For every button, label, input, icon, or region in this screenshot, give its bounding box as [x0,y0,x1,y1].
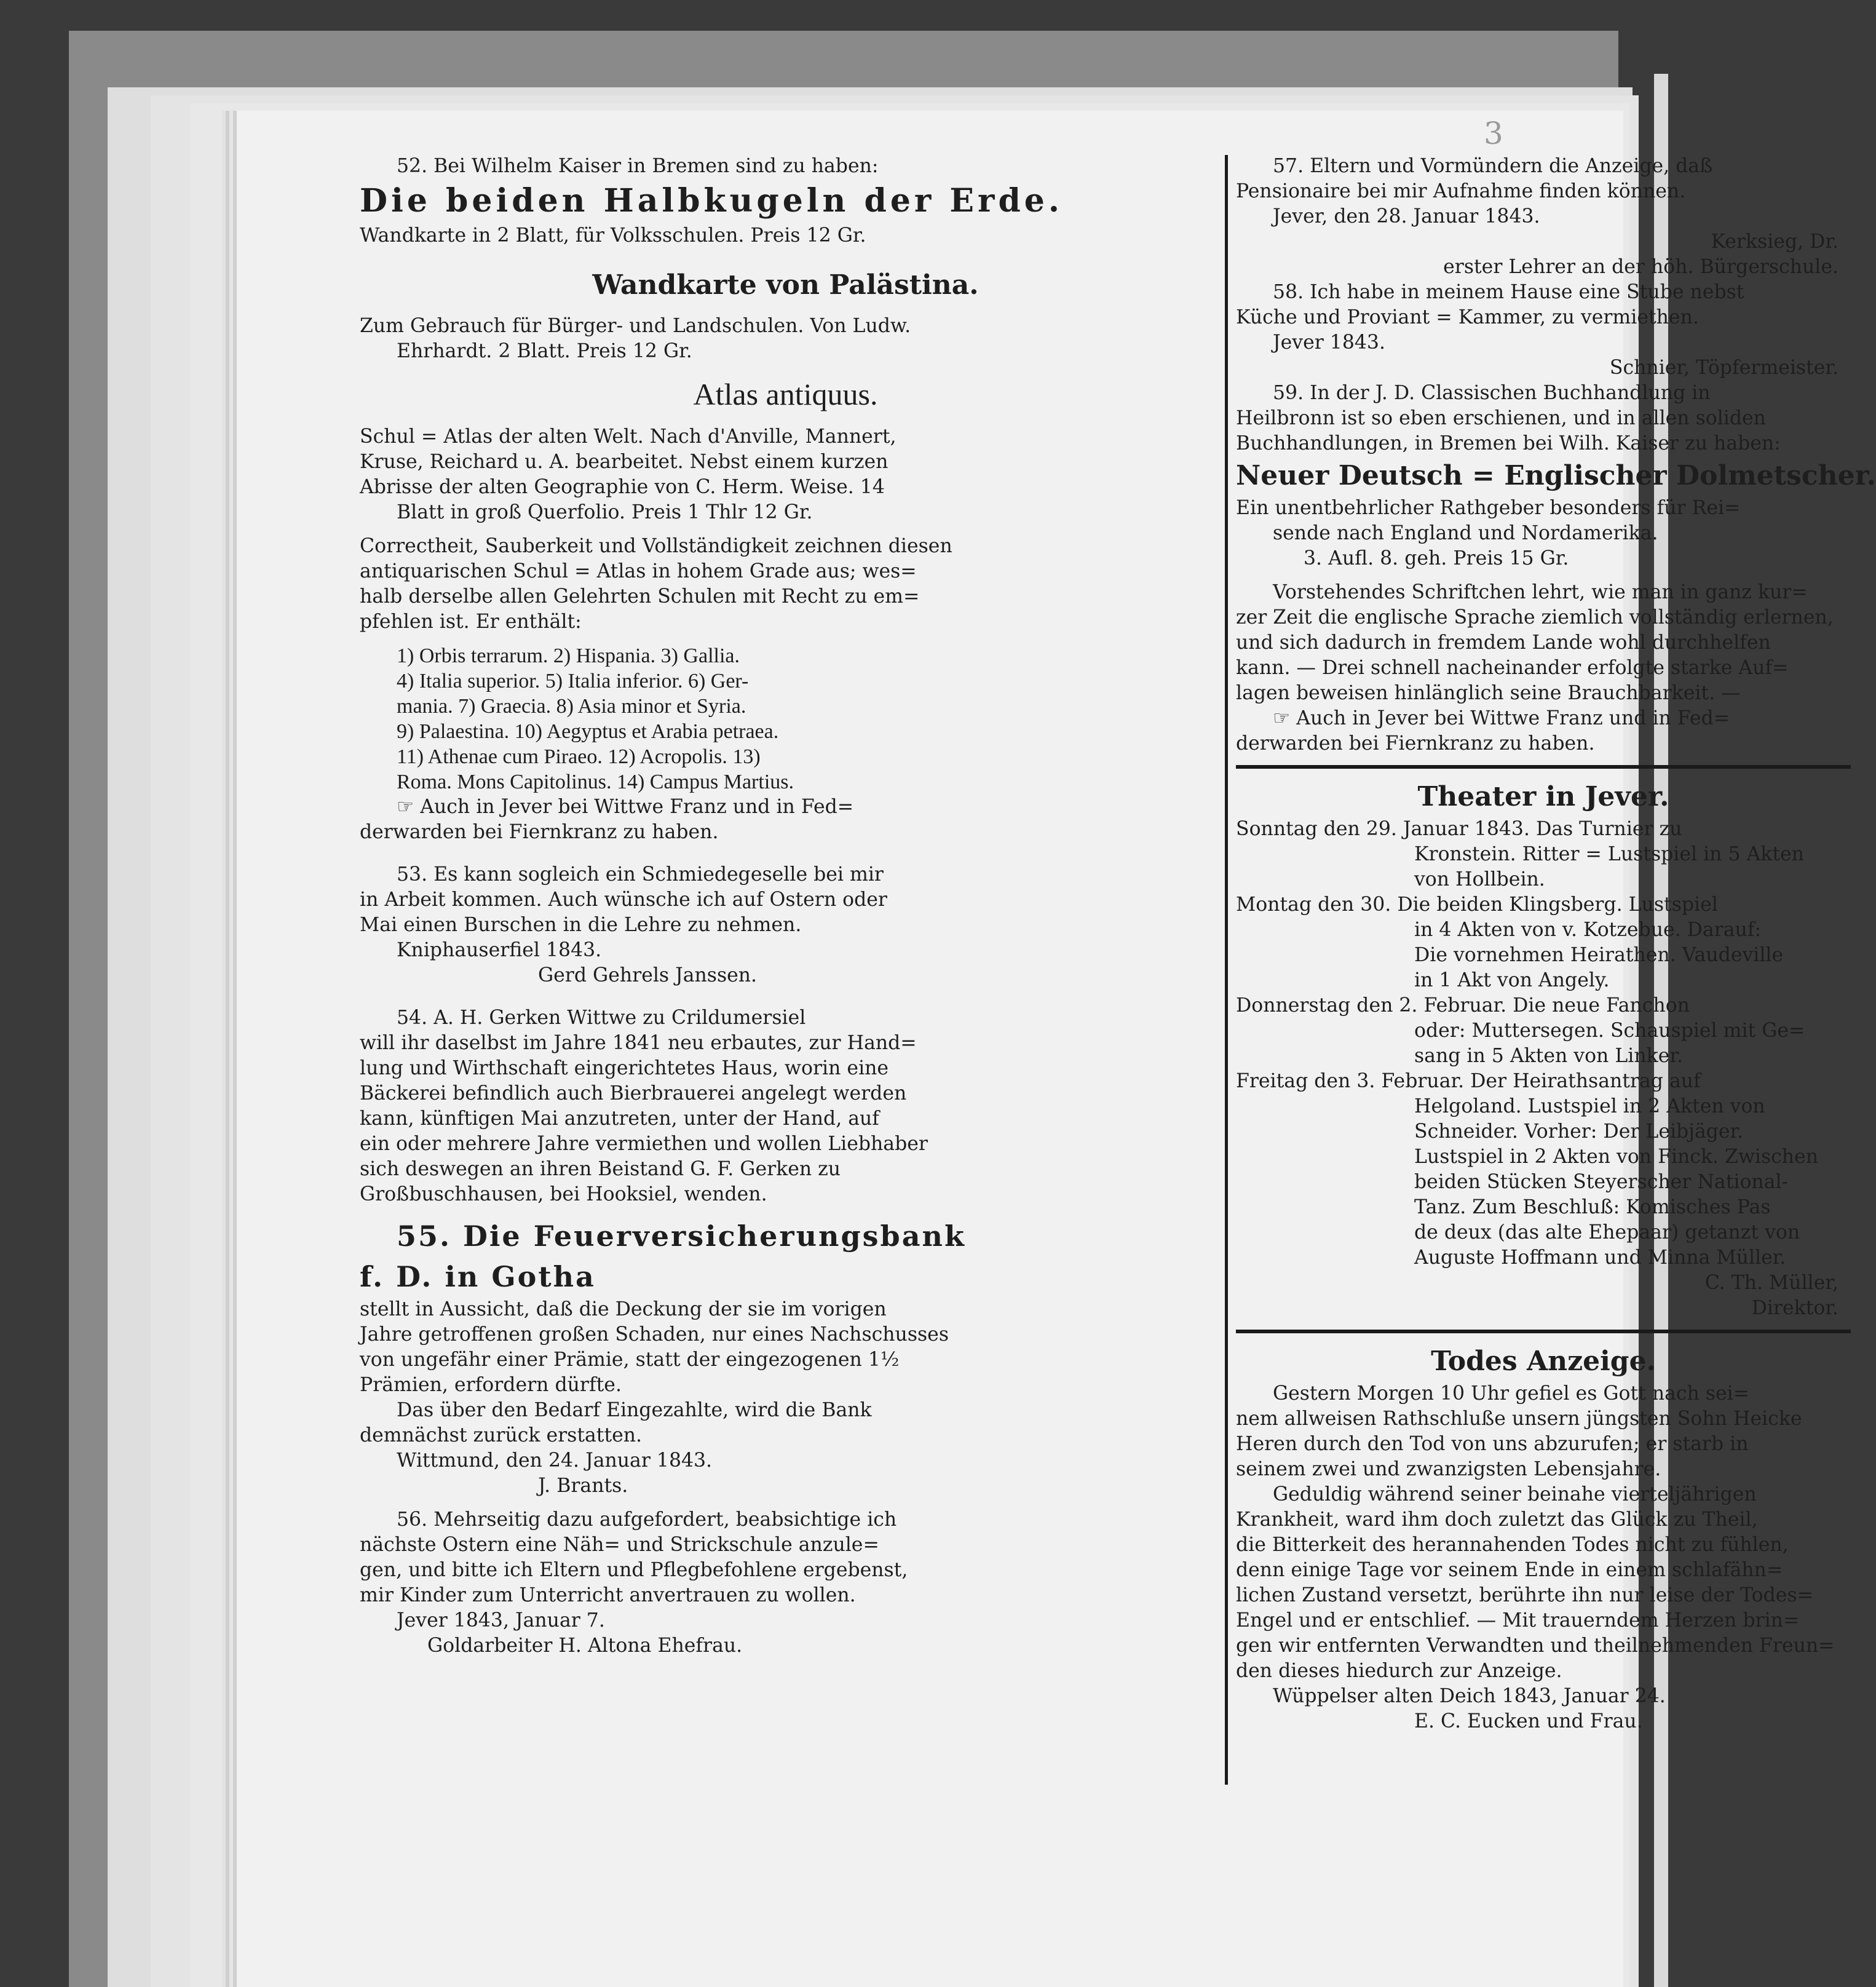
text-line: ein oder mehrere Jahre vermiethen und wollen Liebhaber [360,1133,928,1155]
text-line: Heren durch den Tod von uns abzurufen; er starb in [1236,1433,1749,1455]
text-line: Jahre getroffenen großen Schaden, nur eines Nachschusses [360,1323,949,1346]
text-line: sich deswegen an ihren Beistand G. F. Gerken zu [360,1158,841,1180]
text-line: Ehrhardt. 2 Blatt. Preis 12 Gr. [397,340,692,362]
text-line: 55. Die Feuerversicherungsbank [397,1220,966,1253]
text-line: de deux (das alte Ehepaar) getanzt von [1414,1221,1800,1243]
text-line: beiden Stücken Steyerscher National- [1414,1171,1789,1193]
text-line: Schneider. Vorher: Der Leibjäger. [1414,1120,1744,1143]
spacer [360,635,1211,643]
text-line: Freitag den 3. Februar. Der Heirathsantrag auf [1236,1070,1701,1092]
text-line: will ihr daselbst im Jahre 1841 neu erbautes, zur Hand= [360,1032,917,1054]
text-line: Engel und er entschlief. — Mit trauerndem Herzen brin= [1236,1609,1800,1632]
spacer [360,988,1211,1005]
text-line: 4) Italia superior. 5) Italia inferior. 6) Ger- [397,670,749,692]
text-line: von ungefähr einer Prämie, statt der eingezogenen 1½ [360,1349,900,1371]
text-line: J. Brants. [538,1475,628,1497]
spacer [360,1207,1211,1216]
text-line: denn einige Tage vor seinem Ende in einem schlafähn= [1236,1559,1783,1581]
spacer [360,305,1211,314]
text-line: Jever, den 28. Januar 1843. [1273,205,1540,228]
text-line: 53. Es kann sogleich ein Schmiedegeselle bei mir [397,863,884,886]
text-line: Küche und Proviant = Kammer, zu vermiethen. [1236,306,1699,328]
text-line: 1) Orbis terrarum. 2) Hispania. 3) Gallia. [397,644,740,667]
text-line: Die vornehmen Heirathen. Vaudeville [1414,944,1784,966]
text-line: 9) Palaestina. 10) Aegyptus et Arabia petraea. [397,720,779,743]
text-line: Ein unentbehrlicher Rathgeber besonders für Rei= [1236,497,1741,519]
text-line: Wüppelser alten Deich 1843, Januar 24. [1273,1685,1666,1707]
text-line: Helgoland. Lustspiel in 2 Akten von [1414,1095,1765,1117]
text-line: Bäckerei befindlich auch Bierbrauerei angelegt werden [360,1082,907,1105]
text-line: von Hollbein. [1414,868,1545,890]
text-line: Goldarbeiter H. Altona Ehefrau. [427,1635,743,1657]
text-line: Die beiden Halbkugeln der Erde. [360,182,1063,220]
text-line: zer Zeit die englische Sprache ziemlich vollständig erlernen, [1236,606,1834,629]
text-line: Schnier, Töpfermeister. [1609,357,1838,379]
text-line: Gestern Morgen 10 Uhr gefiel es Gott nach sei= [1273,1382,1750,1405]
text-line: Heilbronn ist so eben erschienen, und in allen soliden [1236,407,1766,429]
text-line: derwarden bei Fiernkranz zu haben. [360,821,719,843]
text-line: 56. Mehrseitig dazu aufgefordert, beabsichtige ich [397,1509,897,1531]
page-number: 3 [1484,116,1503,151]
text-line: mir Kinder zum Unterricht anvertrauen zu wollen. [360,1584,856,1606]
text-line: demnächst zurück erstatten. [360,1424,643,1446]
text-line: 54. A. H. Gerken Wittwe zu Crildumersiel [397,1007,806,1029]
spacer [360,416,1211,424]
left-column [360,154,1211,1659]
text-line: Prämien, erfordern dürfte. [360,1374,622,1396]
text-line: oder: Muttersegen. Schauspiel mit Ge= [1414,1020,1805,1042]
spacer [360,1499,1211,1507]
spacer [1236,571,1851,580]
text-line: Buchhandlungen, in Bremen bei Wilh. Kaiser zu haben: [1236,432,1781,454]
text-line: Zum Gebrauch für Bürger- und Landschulen. Von Ludw. [360,315,911,337]
text-line: Jever 1843. [1273,331,1385,354]
column-divider [1225,155,1228,1785]
text-line: seinem zwei und zwanzigsten Lebensjahre. [1236,1458,1661,1480]
text-line: Wandkarte von Palästina. [592,269,979,301]
text-line: Vorstehendes Schriftchen lehrt, wie man in ganz kur= [1273,581,1808,603]
text-line: E. C. Eucken und Frau. [1414,1710,1643,1732]
text-line: die Bitterkeit des herannahenden Todes nicht zu fühlen, [1236,1534,1789,1556]
text-line: Krankheit, ward ihm doch zuletzt das Glück zu Theil, [1236,1509,1758,1531]
text-line: Montag den 30. Die beiden Klingsberg. Lustspiel [1236,894,1718,916]
text-line: Kruse, Reichard u. A. bearbeitet. Nebst einem kurzen [360,451,889,473]
text-line: und sich dadurch in fremdem Lande wohl durchhelfen [1236,632,1771,654]
text-line: kann. — Drei schnell nacheinander erfolgte starke Auf= [1236,657,1789,679]
text-line: pfehlen ist. Er enthält: [360,611,582,633]
text-line: 52. Bei Wilhelm Kaiser in Bremen sind zu haben: [397,155,879,177]
text-line: Blatt in groß Querfolio. Preis 1 Thlr 12 Gr. [397,501,813,523]
text-line: Tanz. Zum Beschluß: Komisches Pas [1414,1196,1771,1218]
spacer [360,525,1211,534]
text-line: 3. Aufl. 8. geh. Preis 15 Gr. [1304,547,1569,569]
text-line: lichen Zustand versetzt, berührte ihn nur leise der Todes= [1236,1584,1814,1606]
text-line: Geduldig während seiner beinahe vierteljährigen [1273,1483,1757,1505]
text-line: Theater in Jever. [1417,781,1669,812]
newspaper-page [237,111,1876,1987]
spacer [360,364,1211,373]
text-line: Pensionaire bei mir Aufnahme finden können. [1236,180,1686,202]
text-line: Donnerstag den 2. Februar. Die neue Fanchon [1236,994,1690,1017]
text-line: Atlas antiquus. [693,377,878,411]
text-line: Gerd Gehrels Janssen. [538,964,758,986]
text-line: den dieses hiedurch zur Anzeige. [1236,1660,1562,1682]
text-line: lung und Wirthschaft eingerichtetes Haus, worin eine [360,1057,889,1079]
text-line: sende nach England und Nordamerika. [1273,522,1658,544]
text-line: in 4 Akten von v. Kotzebue. Darauf: [1414,919,1762,941]
text-line: Direktor. [1751,1297,1838,1319]
text-line: Auguste Hoffmann und Minna Müller. [1414,1247,1786,1269]
text-line: mania. 7) Graecia. 8) Asia minor et Syria. [397,695,746,718]
text-line: Kniphauserfiel 1843. [397,939,602,961]
text-line: C. Th. Müller, [1704,1272,1838,1294]
text-line: erster Lehrer an der höh. Bürgerschule. [1443,256,1838,278]
text-line: sang in 5 Akten von Linker. [1414,1045,1683,1067]
text-line: Wandkarte in 2 Blatt, für Volksschulen. Preis 12 Gr. [360,224,866,247]
text-line: derwarden bei Fiernkranz zu haben. [1236,732,1595,755]
right-column [1236,154,1876,1734]
text-line: 57. Eltern und Vormündern die Anzeige, daß [1273,155,1713,177]
text-line: kann, künftigen Mai anzutreten, unter der Hand, auf [360,1108,879,1130]
text-line: Roma. Mons Capitolinus. 14) Campus Martius. [397,771,794,793]
text-line: Das über den Bedarf Eingezahlte, wird die Bank [397,1399,872,1421]
text-line: Lustspiel in 2 Akten von Finck. Zwischen [1414,1146,1819,1168]
text-line: Todes Anzeige. [1431,1346,1656,1377]
text-line: Mai einen Burschen in die Lehre zu nehmen. [360,914,802,936]
text-line: ☞ Auch in Jever bei Wittwe Franz und in Fed= [397,796,854,818]
text-line: lagen beweisen hinlänglich seine Brauchbarkeit. — [1236,682,1741,704]
text-line: halb derselbe allen Gelehrten Schulen mit Recht zu em= [360,585,920,608]
text-line: ☞ Auch in Jever bei Wittwe Franz und in Fed= [1273,707,1730,729]
text-line: nem allweisen Rathschluße unsern jüngsten Sohn Heicke [1236,1408,1802,1430]
text-line: in Arbeit kommen. Auch wünsche ich auf Ostern oder [360,889,887,911]
text-line: Correctheit, Sauberkeit und Vollständigkeit zeichnen diesen [360,535,952,557]
text-line: Wittmund, den 24. Januar 1843. [397,1450,713,1472]
text-line: stellt in Aussicht, daß die Deckung der sie im vorigen [360,1298,887,1320]
text-line: Neuer Deutsch = Englischer Dolmetscher. [1236,460,1876,491]
text-line: nächste Ostern eine Näh= und Strickschule anzule= [360,1534,879,1556]
spacer [360,248,1211,266]
text-line: Großbuschhausen, bei Hooksiel, wenden. [360,1183,767,1205]
text-line: antiquarischen Schul = Atlas in hohem Grade aus; wes= [360,560,917,582]
section-rule [1236,765,1851,769]
text-line: Kerksieg, Dr. [1711,231,1838,253]
text-line: gen wir entfernten Verwandten und theilnehmenden Freun= [1236,1635,1835,1657]
text-line: Kronstein. Ritter = Lustspiel in 5 Akten [1414,843,1804,865]
text-line: f. D. in Gotha [360,1260,596,1293]
spacer [360,845,1211,862]
text-line: Sonntag den 29. Januar 1843. Das Turnier zu [1236,818,1682,840]
text-line: 11) Athenae cum Piraeo. 12) Acropolis. 13) [397,745,761,768]
text-line: Abrisse der alten Geographie von C. Herm. Weise. 14 [360,476,885,498]
section-rule [1236,1330,1851,1333]
text-line: Jever 1843, Januar 7. [397,1609,605,1632]
text-line: Schul = Atlas der alten Welt. Nach d'Anville, Mannert, [360,426,896,448]
text-line: gen, und bitte ich Eltern und Pflegbefohlene ergebenst, [360,1559,908,1581]
text-line: in 1 Akt von Angely. [1414,969,1610,991]
text-line: 59. In der J. D. Classischen Buchhandlung in [1273,382,1711,404]
text-line: 58. Ich habe in meinem Hause eine Stube nebst [1273,281,1744,303]
